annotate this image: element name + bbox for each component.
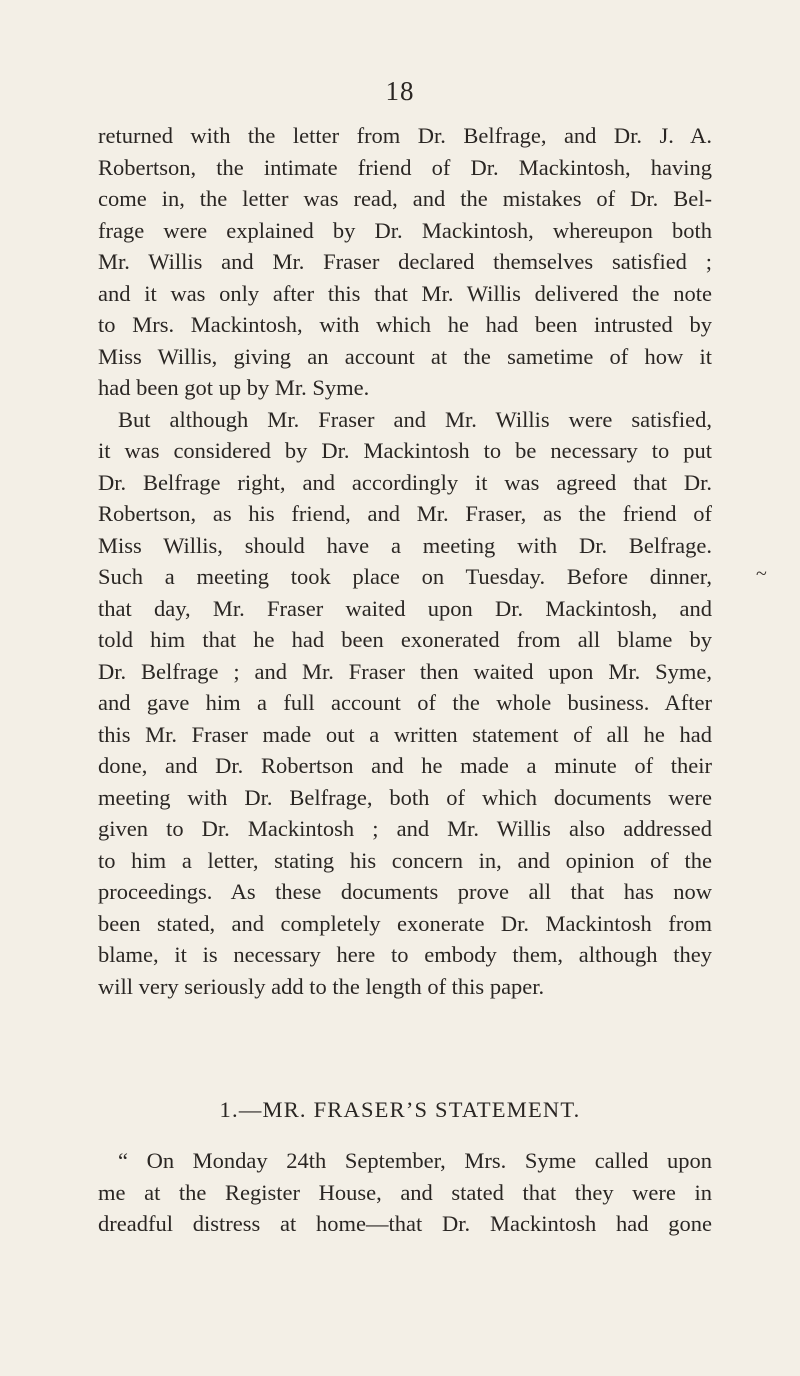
text-line: meeting with Dr. Belfrage, both of which documents were [98,784,712,810]
text-line: and gave him a full account of the whole business. After [98,690,712,715]
text-line: returned with the letter from Dr. Belfrage, and Dr. J. A. [98,123,712,148]
text-line: Robertson, as his friend, and Mr. Fraser, as the friend of [98,501,712,526]
margin-mark: ~ [756,563,767,585]
text-line: But although Mr. Fraser and Mr. Willis were satisfied, [118,406,712,432]
text-line: done, and Dr. Robertson and he made a minute of their [98,753,712,778]
text-line: Dr. Belfrage right, and accordingly it was agreed that Dr. [98,469,712,495]
body-text [98,120,712,1002]
text-line: Such a meeting took place on Tuesday. Before dinner, [98,564,712,589]
text-line: proceedings. As these documents prove all that has now [98,879,712,904]
text-line: Robertson, the intimate friend of Dr. Mackintosh, having [98,154,712,180]
text-line: been stated, and completely exonerate Dr. Mackintosh from [98,910,712,936]
text-line: Miss Willis, giving an account at the sametime of how it [98,343,712,369]
text-line: told him that he had been exonerated from all blame by [98,627,712,652]
text-line: frage were explained by Dr. Mackintosh, whereupon both [98,217,712,243]
text-line: to him a letter, stating his concern in, and opinion of the [98,847,712,873]
text-line: to Mrs. Mackintosh, with which he had been intrusted by [98,312,712,337]
text-line: “ On Monday 24th September, Mrs. Syme called upon [118,1148,712,1173]
text-line: this Mr. Fraser made out a written statement of all he had [98,721,712,747]
text-line: blame, it is necessary here to embody them, although they [98,942,712,967]
section-body-text [98,1145,712,1240]
text-line: that day, Mr. Fraser waited upon Dr. Mackintosh, and [98,595,712,621]
section-heading: 1.—MR. FRASER’S STATEMENT. [219,1097,581,1122]
text-line: Miss Willis, should have a meeting with Dr. Belfrage. [98,532,712,558]
text-line: dreadful distress at home—that Dr. Mackintosh had gone [98,1211,712,1236]
text-line: will very seriously add to the length of this paper. [98,973,545,999]
text-line: Mr. Willis and Mr. Fraser declared themselves satisfied ; [98,249,712,274]
text-line: had been got up by Mr. Syme. [98,375,370,400]
text-line: Dr. Belfrage ; and Mr. Fraser then waited upon Mr. Syme, [98,658,712,684]
text-line: me at the Register House, and stated that they were in [98,1179,712,1205]
page-number: 18 [385,76,415,106]
text-line: come in, the letter was read, and the mistakes of Dr. Bel- [98,186,712,211]
text-line: and it was only after this that Mr. Willis delivered the note [98,280,712,306]
text-line: it was considered by Dr. Mackintosh to be necessary to put [98,438,712,463]
text-line: given to Dr. Mackintosh ; and Mr. Willis also addressed [98,816,712,841]
